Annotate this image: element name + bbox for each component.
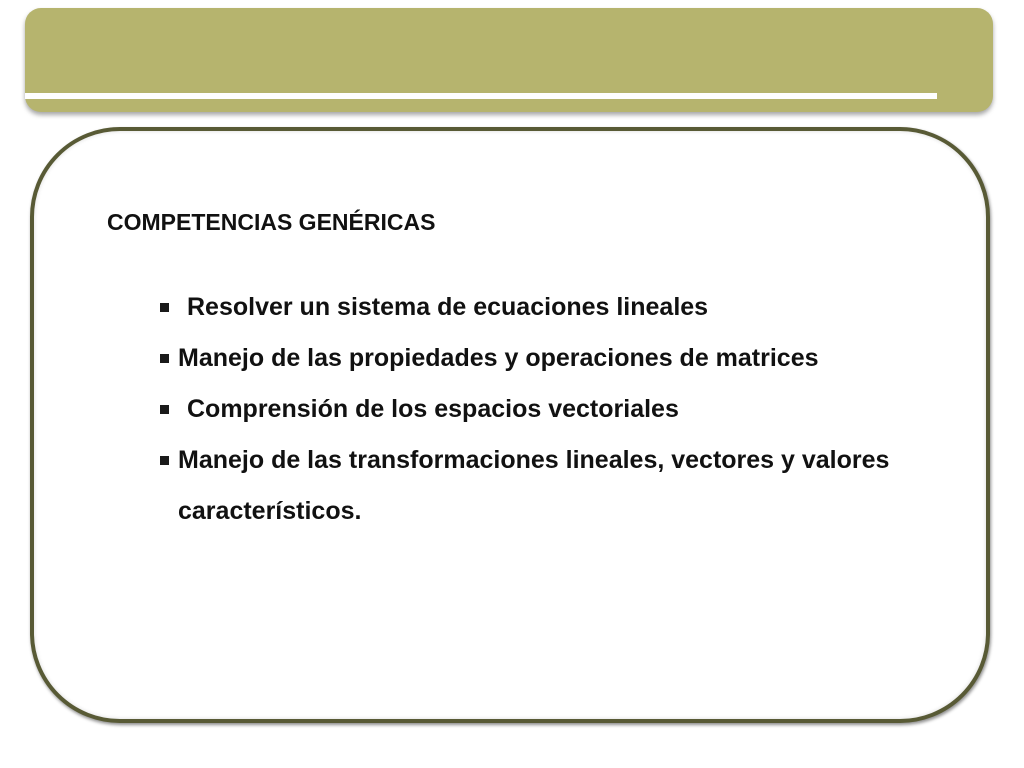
list-item-text: Manejo de las transformaciones lineales, vectores y valores característicos.	[178, 446, 890, 525]
square-bullet-icon	[160, 303, 169, 312]
list-item-text: Manejo de las propiedades y operaciones de matrices	[178, 344, 819, 372]
list-item	[157, 384, 897, 435]
list-item	[157, 333, 897, 384]
square-bullet-icon	[160, 354, 169, 363]
square-bullet-icon	[160, 405, 169, 414]
section-heading: COMPETENCIAS GENÉRICAS	[107, 209, 436, 235]
list-item	[157, 282, 897, 333]
competencies-list	[157, 282, 897, 537]
list-item	[157, 435, 897, 537]
list-item-text: Comprensión de los espacios vectoriales	[187, 395, 679, 423]
header-divider-line	[25, 93, 937, 99]
list-item-text: Resolver un sistema de ecuaciones lineales	[187, 293, 709, 321]
square-bullet-icon	[160, 456, 169, 465]
